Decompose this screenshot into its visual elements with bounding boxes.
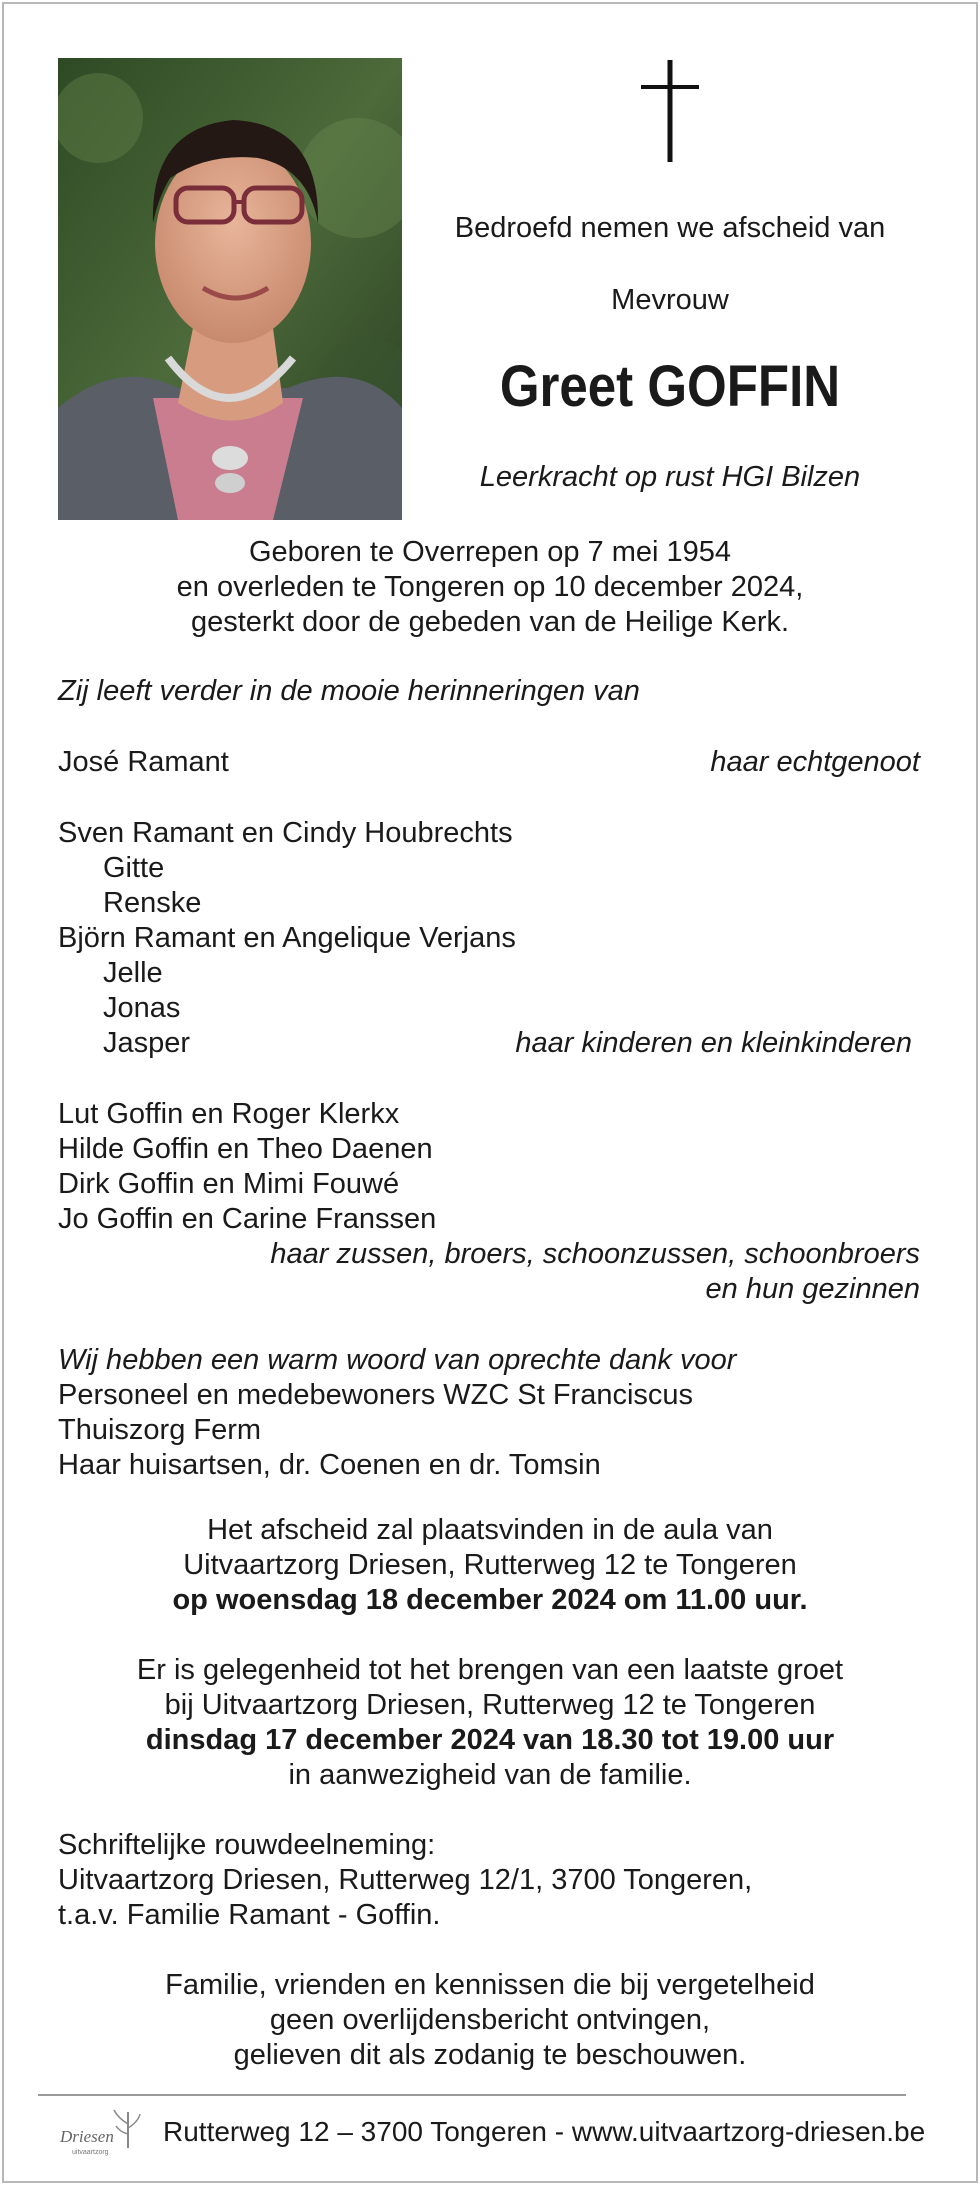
- thanks-line: Thuiszorg Ferm: [58, 1414, 262, 1446]
- condolences-address: Uitvaartzorg Driesen, Rutterweg 12/1, 3700 Tongeren,: [58, 1864, 753, 1896]
- grandchild-line: Jelle: [103, 957, 163, 989]
- farewell-line: Het afscheid zal plaatsvinden in de aula van: [207, 1514, 773, 1546]
- family-line: Sven Ramant en Cindy Houbrechts: [58, 817, 513, 849]
- svg-text:uitvaartzorg: uitvaartzorg: [72, 2149, 109, 2156]
- visitation-datetime: dinsdag 17 december 2024 van 18.30 tot 19.00 uur: [145, 1724, 835, 1756]
- death-line: en overleden te Tongeren op 10 december 2024,: [176, 571, 804, 603]
- sibling-line: Dirk Goffin en Mimi Fouwé: [58, 1168, 400, 1200]
- sibling-line: Hilde Goffin en Theo Daenen: [58, 1133, 433, 1165]
- visitation-line: Er is gelegenheid tot het brengen van een laatste groet: [136, 1654, 844, 1686]
- closing-line: Familie, vrienden en kennissen die bij vergetelheid: [165, 1969, 815, 2001]
- visitation-note: in aanwezigheid van de familie.: [288, 1759, 692, 1791]
- farewell-datetime: op woensdag 18 december 2024 om 11.00 uur.: [172, 1584, 808, 1616]
- cross-icon: [641, 60, 699, 162]
- grandchild-line: Jasper: [103, 1027, 191, 1059]
- footer-rule: [38, 2094, 906, 2096]
- condolences-attention: t.a.v. Familie Ramant - Goffin.: [58, 1899, 441, 1931]
- thanks-intro: Wij hebben een warm woord van oprechte dank voor: [58, 1344, 737, 1376]
- grandchild-line: Renske: [103, 887, 202, 919]
- memories-intro: Zij leeft verder in de mooie herinneringen van: [58, 675, 640, 707]
- family-line: Björn Ramant en Angelique Verjans: [58, 922, 516, 954]
- birth-line: Geboren te Overrepen op 7 mei 1954: [248, 536, 732, 568]
- occupation-text: Leerkracht op rust HGI Bilzen: [479, 461, 861, 493]
- farewell-location: Uitvaartzorg Driesen, Rutterweg 12 te Tongeren: [183, 1549, 797, 1581]
- intro-text: Bedroefd nemen we afscheid van: [454, 212, 886, 244]
- grandchild-line: Jonas: [103, 992, 181, 1024]
- sibling-line: Lut Goffin en Roger Klerkx: [58, 1098, 400, 1130]
- siblings-relation-2: en hun gezinnen: [705, 1273, 920, 1305]
- title-text: Mevrouw: [611, 284, 729, 316]
- footer-contact: Rutterweg 12 – 3700 Tongeren - www.uitvaartzorg-driesen.be: [163, 2116, 926, 2147]
- driesen-logo: [58, 2104, 142, 2166]
- spouse-relation: haar echtgenoot: [710, 746, 920, 778]
- portrait-photo: [58, 58, 402, 520]
- spouse-name: José Ramant: [58, 746, 229, 778]
- svg-text:Driesen: Driesen: [60, 2127, 114, 2146]
- sibling-line: Jo Goffin en Carine Franssen: [58, 1203, 437, 1235]
- deceased-name: Greet GOFFIN: [499, 354, 841, 419]
- condolences-heading: Schriftelijke rouwdeelneming:: [58, 1829, 436, 1861]
- closing-line: geen overlijdensbericht ontvingen,: [269, 2004, 711, 2036]
- thanks-line: Personeel en medebewoners WZC St Franciscus: [58, 1379, 694, 1411]
- grandchild-line: Gitte: [103, 852, 165, 884]
- thanks-line: Haar huisartsen, dr. Coenen en dr. Tomsin: [58, 1449, 601, 1481]
- siblings-relation: haar zussen, broers, schoonzussen, schoonbroers: [270, 1238, 920, 1270]
- closing-line: gelieven dit als zodanig te beschouwen.: [233, 2039, 747, 2071]
- visitation-location: bij Uitvaartzorg Driesen, Rutterweg 12 te Tongeren: [164, 1689, 816, 1721]
- children-relation: haar kinderen en kleinkinderen: [515, 1027, 912, 1059]
- church-line: gesterkt door de gebeden van de Heilige Kerk.: [190, 606, 790, 638]
